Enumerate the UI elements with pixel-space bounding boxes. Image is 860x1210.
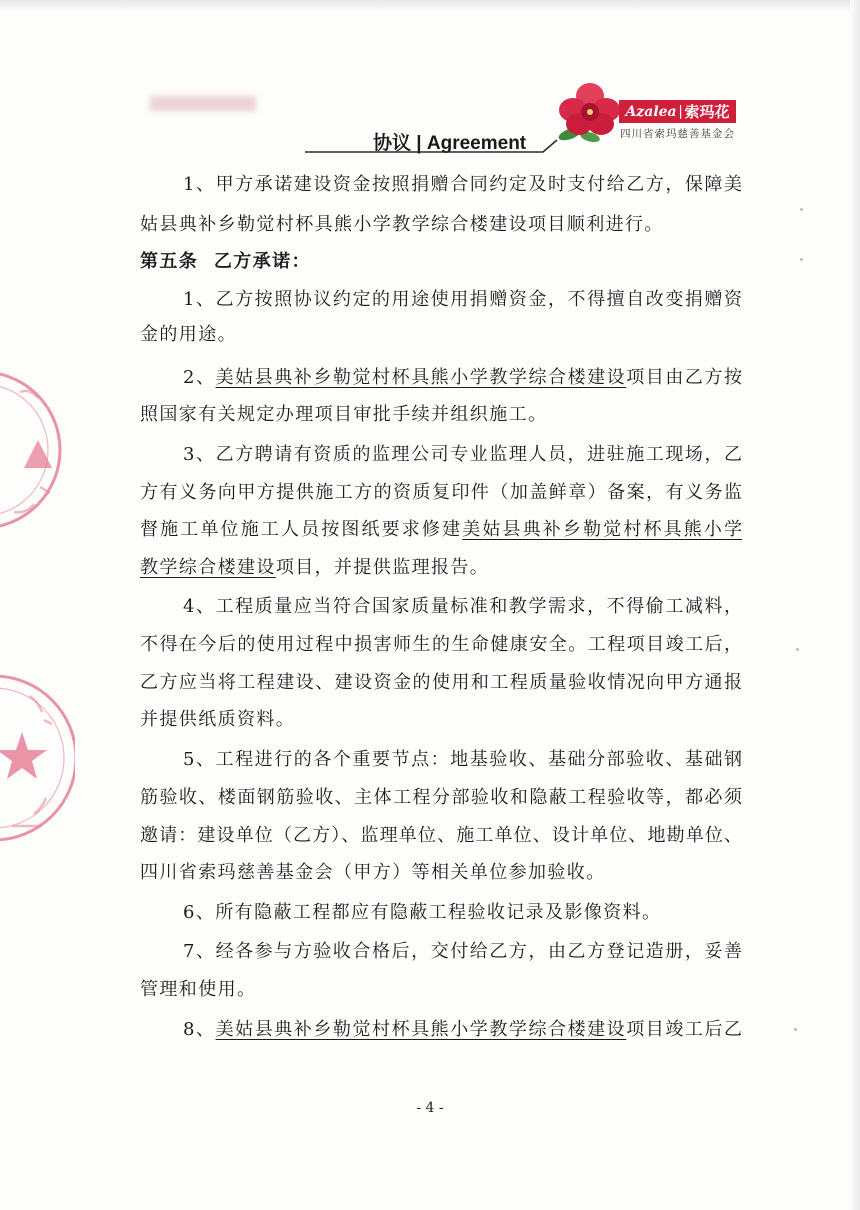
- scan-speck: [794, 1028, 797, 1031]
- body-line: [140, 555, 489, 581]
- body-line: [183, 1017, 742, 1043]
- body-line: 邀请：建设单位（乙方）、监理单位、施工单位、设计单位、地勘单位、: [140, 825, 742, 846]
- red-seal-partial: [0, 362, 70, 537]
- body-line: 6、所有隐蔽工程都应有隐蔽工程验收记录及影像资料。: [183, 902, 662, 923]
- faint-stamp-residue: [150, 96, 256, 111]
- clause-number: 2、: [183, 367, 216, 388]
- section-heading: 第五条 乙方承诺：: [140, 251, 311, 272]
- red-seal-partial: [0, 668, 75, 853]
- body-line: 管理和使用。: [140, 979, 257, 1000]
- logo-brand-box: [619, 100, 736, 123]
- agreement-header-title: 协议 | Agreement: [373, 133, 527, 154]
- page-number: - 4 -: [416, 1100, 444, 1116]
- line-text: 项目由乙方按: [626, 367, 742, 388]
- body-line: 1、甲方承诺建设资金按照捐赠合同约定及时支付给乙方，保障美: [183, 174, 742, 195]
- underlined-project-name: 美姑县典补乡勒觉村杯具熊小学: [462, 519, 742, 540]
- scan-speck: [800, 258, 803, 261]
- clause-number: 8、: [183, 1019, 216, 1040]
- line-text: 项目竣工后乙: [626, 1019, 742, 1040]
- body-line: 7、经各参与方验收合格后，交付给乙方，由乙方登记造册，妥善: [183, 941, 742, 962]
- line-text: 督施工单位施工人员按图纸要求修建: [140, 519, 463, 540]
- body-line: 照国家有关规定办理项目审批手续并组织施工。: [140, 404, 548, 425]
- body-line: [140, 517, 742, 543]
- body-line: 并提供纸质资料。: [140, 709, 296, 730]
- body-line: 姑县典补乡勒觉村杯具熊小学教学综合楼建设项目顺利进行。: [140, 214, 664, 235]
- body-line: 1、乙方按照协议约定的用途使用捐赠资金，不得擅自改变捐赠资: [183, 289, 742, 310]
- logo-brand-en: Azalea: [625, 103, 677, 120]
- logo-organization-name: 四川省索玛慈善基金会: [620, 128, 735, 140]
- body-line: 4、工程质量应当符合国家质量标准和教学需求，不得偷工减料，: [183, 596, 742, 617]
- underlined-project-name: 美姑县典补乡勒觉村杯具熊小学教学综合楼建设: [215, 367, 627, 388]
- line-text: 项目，并提供监理报告。: [275, 557, 490, 578]
- underlined-project-name: 美姑县典补乡勒觉村杯具熊小学教学综合楼建设: [215, 1019, 627, 1040]
- scan-speck: [796, 648, 799, 651]
- logo-brand-separator: |: [678, 103, 683, 120]
- body-line: 不得在今后的使用过程中损害师生的生命健康安全。工程项目竣工后，: [140, 634, 742, 655]
- body-line: 方有义务向甲方提供施工方的资质复印件（加盖鲜章）备案，有义务监: [140, 482, 742, 503]
- body-line: 乙方应当将工程建设、建设资金的使用和工程质量验收情况向甲方通报: [140, 672, 742, 693]
- body-line: 筋验收、楼面钢筋验收、主体工程分部验收和隐蔽工程验收等，都必须: [140, 787, 742, 808]
- scan-edge-top: [0, 0, 860, 12]
- body-line: 金的用途。: [140, 324, 237, 345]
- body-line: 5、工程进行的各个重要节点：地基验收、基础分部验收、基础钢: [183, 749, 742, 770]
- scan-edge-right: [850, 0, 860, 1210]
- body-line: 3、乙方聘请有资质的监理公司专业监理人员，进驻施工现场，乙: [183, 444, 742, 465]
- header-rule: [300, 134, 570, 160]
- underlined-project-name: 教学综合楼建设: [140, 557, 276, 578]
- azalea-flower-icon: [556, 80, 624, 144]
- scan-speck: [800, 208, 803, 211]
- logo-brand-cn: 索玛花: [684, 103, 730, 121]
- body-line: 四川省索玛慈善基金会（甲方）等相关单位参加验收。: [140, 862, 606, 883]
- body-line: [183, 365, 742, 391]
